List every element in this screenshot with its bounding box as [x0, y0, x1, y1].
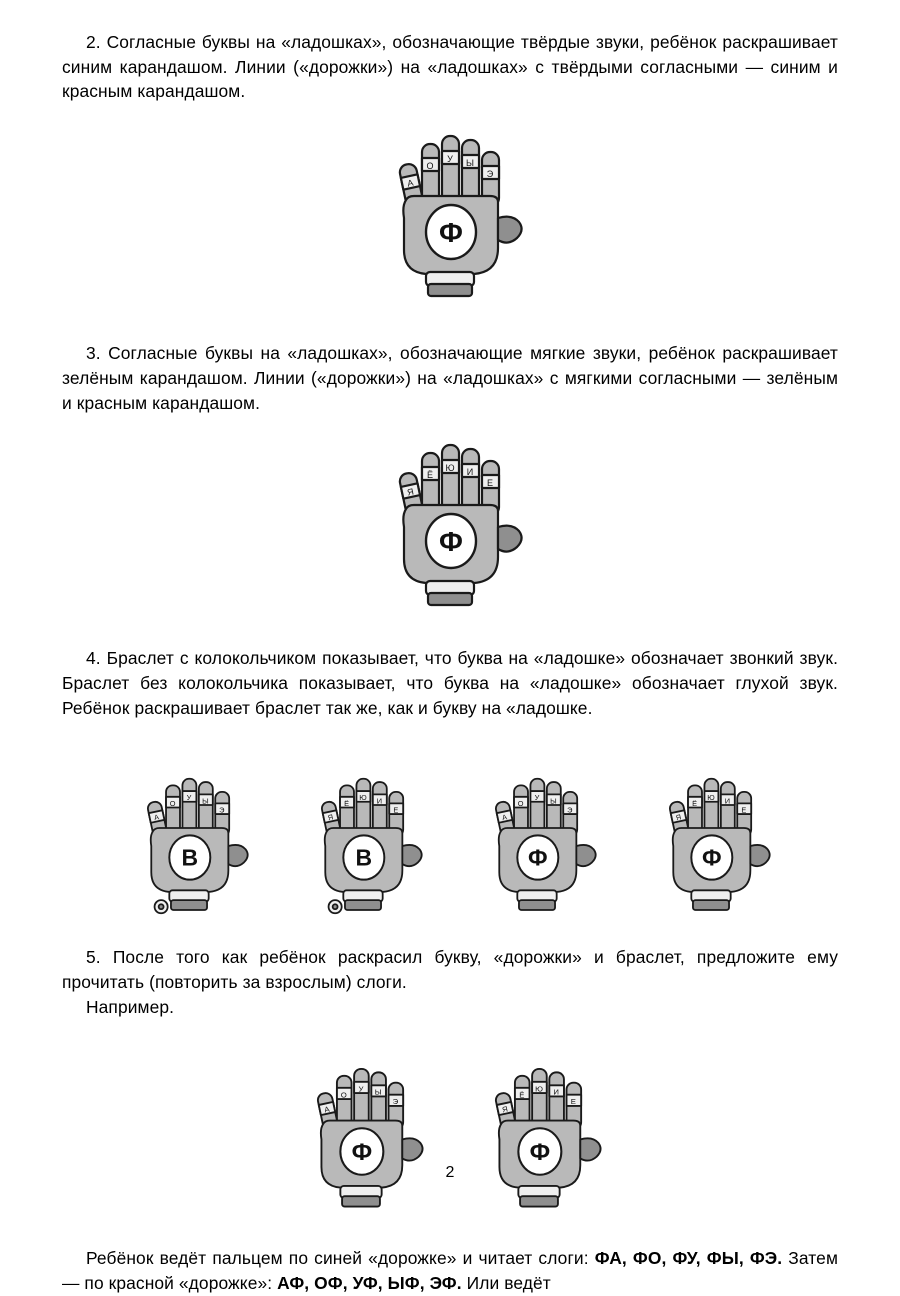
- finger-letter-4: Ы: [202, 796, 209, 806]
- finger-letter-3: Ю: [445, 463, 455, 474]
- finger-letter-1: Я: [326, 812, 335, 823]
- finger-letter-2: О: [426, 161, 434, 172]
- hand-figure: [292, 1057, 430, 1216]
- illustration-row-item-5: [62, 1031, 838, 1216]
- finger-letter-5: Е: [486, 478, 494, 489]
- finger-letter-4: И: [724, 796, 731, 806]
- palm-letter: Ф: [439, 217, 463, 249]
- finger-letter-1: Я: [501, 1104, 509, 1115]
- finger-letter-3: У: [358, 1084, 364, 1094]
- hand-figure: [471, 768, 602, 920]
- finger-letter-5: Е: [741, 805, 747, 815]
- palm-letter: В: [355, 845, 373, 872]
- finger-letter-3: У: [186, 793, 192, 803]
- syllables-red: АФ, ОФ, УФ, ЫФ, ЭФ.: [277, 1273, 462, 1294]
- finger-letter-2: Ё: [519, 1090, 525, 1100]
- paragraph-item-5: 5. После того как ребёнок раскрасил букву, «дорожки» и браслет, предложите ему прочитать (повторить за взрослым) слоги.: [62, 947, 838, 993]
- finger-letter-5: Е: [570, 1097, 576, 1107]
- finger-letter-2: О: [169, 799, 176, 809]
- finger-letter-2: О: [340, 1090, 347, 1100]
- finger-letter-1: А: [501, 812, 508, 823]
- palm-letter: Ф: [702, 845, 722, 872]
- finger-letter-4: Ы: [466, 158, 474, 169]
- hand-illustration: [645, 768, 776, 916]
- finger-letter-5: Э: [486, 169, 494, 180]
- hand-figure: [645, 768, 776, 920]
- hand-illustration: [123, 768, 254, 916]
- hand-illustration: [370, 431, 530, 611]
- palm-letter: В: [181, 845, 199, 872]
- finger-letter-4: И: [466, 467, 474, 478]
- finger-letter-4: И: [376, 796, 383, 806]
- closing-part-2: Затем — по красной «дорожке»:: [62, 1248, 838, 1294]
- page-number: 2: [445, 1164, 455, 1181]
- finger-letter-3: Ю: [707, 793, 715, 803]
- finger-letter-3: Ю: [359, 793, 367, 803]
- paragraph-item-4: 4. Браслет с колокольчиком показывает, что буква на «ладошке» обозначает звонкий звук. Браслет без колокольчика показывает, что буква на «ладошке» обозначает глухой звук. Ребёнок раскрашивает браслет так же, как и букву на «ладошке.: [62, 648, 838, 718]
- hand-illustration: [471, 768, 602, 916]
- hand-figure: [370, 431, 530, 616]
- finger-letter-2: Ё: [426, 470, 434, 481]
- finger-letter-5: Э: [219, 805, 225, 815]
- closing-part-1: Ребёнок ведёт пальцем по синей «дорожке» и читает слоги:: [86, 1248, 595, 1269]
- hand-figure: [123, 768, 254, 920]
- paragraph-closing: [62, 1246, 838, 1295]
- finger-letter-5: Е: [393, 805, 399, 815]
- finger-letter-2: О: [517, 799, 524, 809]
- palm-letter: Ф: [439, 526, 463, 558]
- illustration-row-item-3: [62, 431, 838, 616]
- finger-letter-1: Я: [674, 812, 683, 823]
- illustration-row-item-4: [62, 734, 838, 919]
- palm-letter: Ф: [528, 845, 548, 872]
- paragraph-item-2: 2. Согласные буквы на «ладошках», обозначающие твёрдые звуки, ребёнок раскрашивает синим карандашом. Линии («дорожки») на «ладошках» с твёрдыми согласными — синим и красным карандашом.: [62, 32, 838, 102]
- palm-letter: Ф: [529, 1139, 551, 1167]
- palm-letter: Ф: [351, 1139, 373, 1167]
- closing-part-3: Или ведёт: [461, 1273, 551, 1294]
- hand-figure: [470, 1057, 608, 1216]
- illustration-row-item-2: [62, 122, 838, 307]
- finger-letter-3: Ю: [535, 1084, 543, 1094]
- finger-letter-4: Ы: [550, 796, 557, 806]
- paragraph-item-5-example: Например.: [86, 996, 175, 1017]
- finger-letter-4: Ы: [374, 1088, 382, 1098]
- finger-letter-1: Я: [406, 486, 415, 498]
- hand-figure: [370, 122, 530, 307]
- finger-letter-4: И: [553, 1088, 559, 1098]
- finger-letter-1: А: [153, 812, 160, 823]
- paragraph-item-3: 3. Согласные буквы на «ладошках», обозначающие мягкие звуки, ребёнок раскрашивает зелёным карандашом. Линии («дорожки») на «ладошках» с мягкими согласными — зелёным и красным карандашом.: [62, 343, 838, 413]
- finger-letter-2: Ё: [692, 799, 698, 809]
- hand-figure: [297, 768, 428, 920]
- hand-illustration: [370, 122, 530, 302]
- hand-illustration: [297, 768, 428, 916]
- finger-letter-5: Э: [567, 805, 573, 815]
- finger-letter-3: У: [534, 793, 540, 803]
- finger-letter-2: Ё: [344, 799, 350, 809]
- finger-letter-3: У: [447, 154, 453, 165]
- finger-letter-1: А: [406, 177, 415, 189]
- finger-letter-1: А: [323, 1104, 331, 1115]
- finger-letter-5: Э: [392, 1097, 399, 1107]
- syllables-blue: ФА, ФО, ФУ, ФЫ, ФЭ.: [594, 1248, 783, 1269]
- hand-illustration: [470, 1057, 608, 1212]
- hand-illustration: [292, 1057, 430, 1212]
